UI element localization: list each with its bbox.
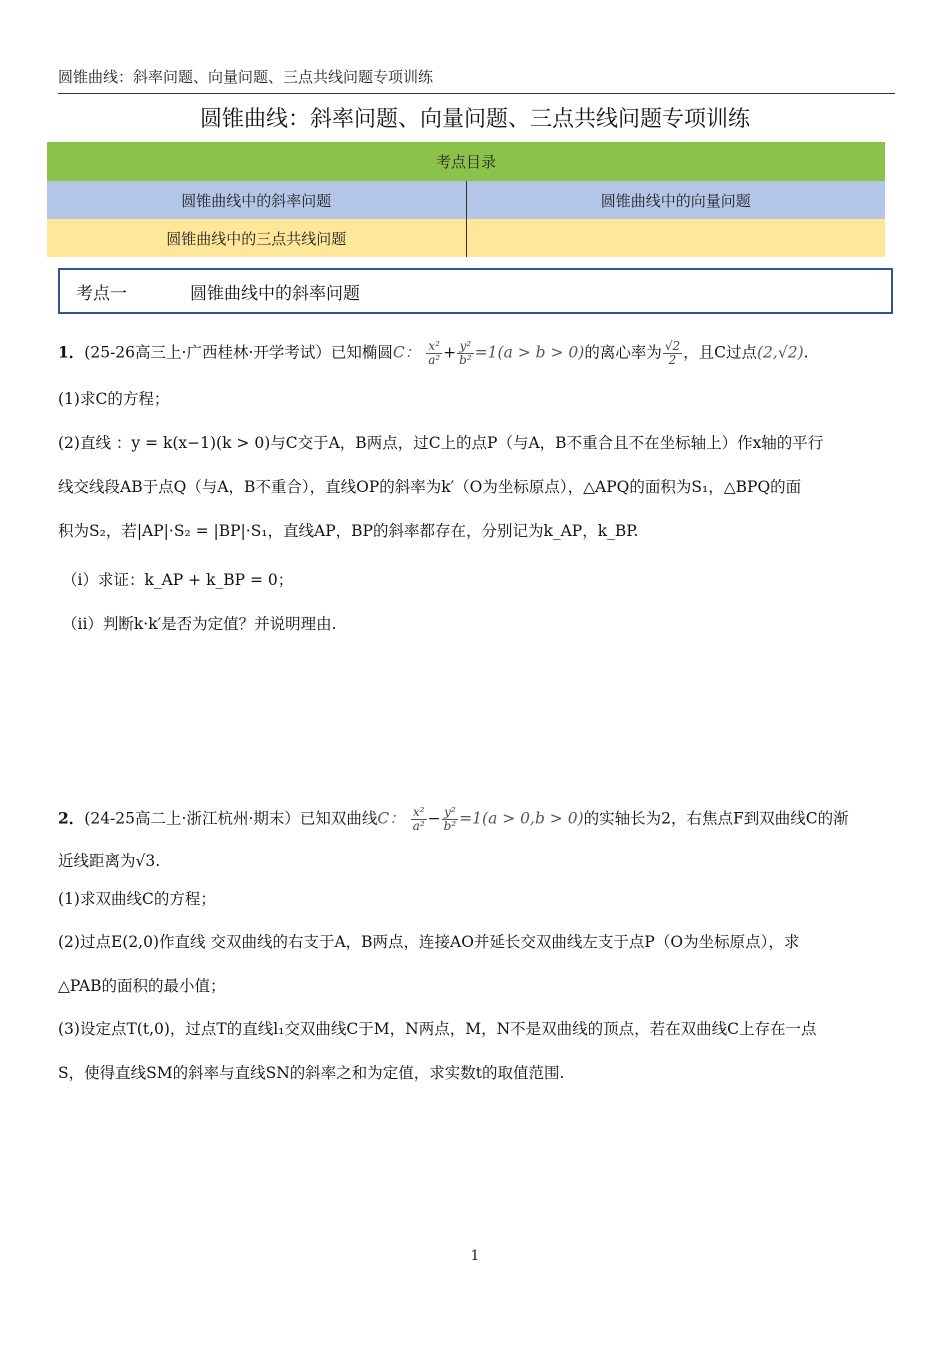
section-header xyxy=(58,268,893,314)
q2-statement: 2．(24-25高二上·浙江杭州·期末）已知双曲线C： $\frac{\text{x²}}{\text{a²}}$ − $\frac{\text{y²}}{\text{b²}}$ =1(a > 0,b > 0)的实轴长为2，右焦点F到双曲线C的渐 xyxy=(58,805,849,833)
q2-part1: (1)求双曲线C的方程； xyxy=(58,890,216,908)
page-title: 圆锥曲线：斜率问题、向量问题、三点共线问题专项训练 xyxy=(199,107,750,132)
q2-part2-line1: (2)过点E(2,0)作直线 交双曲线的右支于A，B两点，连接AO并延长交双曲线左支于点P（O为坐标原点），求 xyxy=(58,933,800,951)
toc-item-collinear[interactable]: 圆锥曲线中的三点共线问题 xyxy=(47,219,467,257)
q1-point: (2,√2) xyxy=(757,343,804,362)
q1-part2-line2: 线交线段AB于点Q（与A，B不重合），直线OP的斜率为k′（O为坐标原点），△APQ的面积为S₁，△BPQ的面 xyxy=(58,478,802,496)
q2-source: (24-25高二上·浙江杭州·期末）已知双曲线 xyxy=(84,809,378,828)
q1-part1: (1)求C的方程； xyxy=(58,390,170,408)
q1-part2-line1: (2)直线 ：y = k(x−1)(k > 0)与C交于A，B两点，过C上的点P（与A，B不重合且不在坐标轴上）作x轴的平行 xyxy=(58,434,824,452)
q1-frac-ecc: $\frac{√2}{2}$ xyxy=(664,339,681,367)
q2-part3-line2: S，使得直线SM的斜率与直线SN的斜率之和为定值，求实数t的取值范围. xyxy=(58,1064,565,1082)
q1-subpart-ii: （ii）判断k·k′是否为定值？并说明理由. xyxy=(62,615,337,633)
q1-frac-y: $\frac{\text{y²}}{\text{b²}}$ xyxy=(459,339,472,367)
toc-item-slope[interactable]: 圆锥曲线中的斜率问题 xyxy=(47,181,467,219)
q1-end: . xyxy=(803,343,809,362)
section-label: 考点一 xyxy=(76,283,127,304)
toc-item-vector[interactable]: 圆锥曲线中的向量问题 xyxy=(600,191,751,210)
q2-line1-tail: 的实轴长为2，右焦点F到双曲线C的渐 xyxy=(583,809,849,828)
q2-eq-label: C： xyxy=(377,809,405,828)
q1-eq-label: C： xyxy=(392,343,421,362)
q2-number: 2． xyxy=(58,808,85,828)
page-number: 1 xyxy=(470,1248,480,1264)
toc-empty-cell xyxy=(467,219,886,257)
q2-hyper-tail: =1(a > 0,b > 0) xyxy=(459,809,584,828)
q1-number: 1． xyxy=(58,342,85,362)
toc-heading: 考点目录 xyxy=(47,142,885,181)
q2-line2: 近线距离为√3. xyxy=(58,852,161,870)
q1-part2-line3: 积为S₂，若|AP|·S₂ = |BP|·S₁，直线AP，BP的斜率都存在，分别记为k_AP，k_BP. xyxy=(58,522,639,540)
q1-source: (25-26高三上·广西桂林·开学考试）已知椭圆 xyxy=(84,343,393,362)
q1-frac-x: $\frac{\text{x²}}{\text{a²}}$ xyxy=(428,339,441,367)
toc-table xyxy=(47,142,885,257)
q1-pass-text: ，且C过点 xyxy=(683,343,757,362)
q2-part2-line2: △PAB的面积的最小值； xyxy=(58,977,226,995)
running-header: 圆锥曲线：斜率问题、向量问题、三点共线问题专项训练 xyxy=(58,66,895,94)
q2-frac-x: $\frac{\text{x²}}{\text{a²}}$ xyxy=(412,805,425,833)
q2-part3-line1: (3)设定点T(t,0)，过点T的直线l₁交双曲线C于M，N两点，M，N不是双曲线的顶点，若在双曲线C上存在一点 xyxy=(58,1020,817,1038)
q1-ellipse-tail: =1(a > b > 0) xyxy=(474,343,585,362)
q1-ecc-text: 的离心率为 xyxy=(584,343,662,362)
q1-statement: 1．(25-26高三上·广西桂林·开学考试）已知椭圆C： $\frac{\text{x²}}{\text{a²}}$ + $\frac{\text{y²}}{\text{b²}}$ =1(a > b > 0)的离心率为 $\frac{√2}{2}$ ，且C过点(2,√2). xyxy=(58,339,809,367)
q2-frac-y: $\frac{\text{y²}}{\text{b²}}$ xyxy=(443,805,457,833)
section-name: 圆锥曲线中的斜率问题 xyxy=(190,283,360,304)
q1-subpart-i: （i）求证：k_AP + k_BP = 0； xyxy=(62,571,294,589)
